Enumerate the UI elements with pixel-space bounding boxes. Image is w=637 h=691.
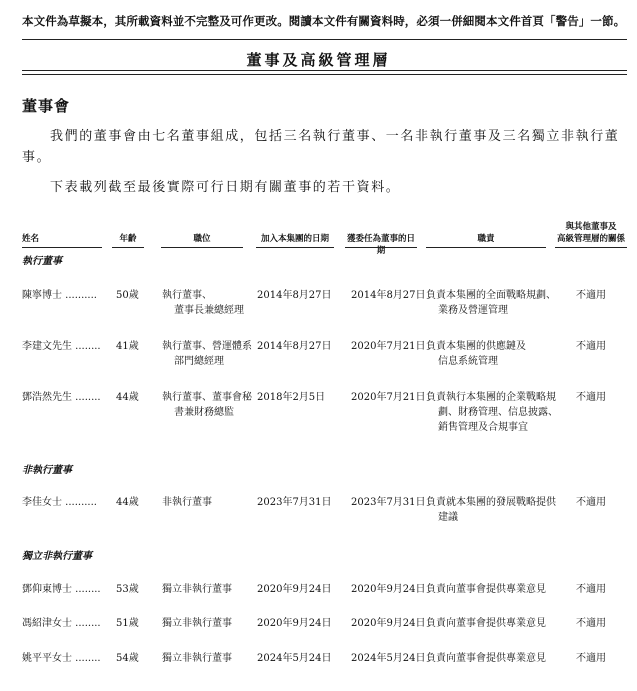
group-label-non-executive: 非執行董事 xyxy=(22,465,72,476)
duties-line: 負責本集團的供應鏈及 xyxy=(426,341,526,352)
duties-line: 建議 xyxy=(438,512,458,523)
col-rule-name xyxy=(22,247,102,248)
board-intro-paragraph: 我們的董事會由七名董事組成，包括三名執行董事、一名非執行董事及三名獨立非執行董事。 xyxy=(22,129,620,165)
position-line: 獨立非執行董事 xyxy=(162,584,232,595)
director-duties xyxy=(426,390,558,435)
duties-line: 負責向董事會提供專業意見 xyxy=(426,653,546,664)
col-head-relationship-line2: 高級管理層的關係 xyxy=(556,234,625,244)
relationship: 不適用 xyxy=(576,497,606,508)
director-age: 44歲 xyxy=(116,497,139,508)
join-date: 2023年7月31日 xyxy=(257,497,332,508)
join-date: 2020年9月24日 xyxy=(257,618,332,629)
position-line: 執行董事、董事會秘 xyxy=(162,392,252,403)
director-duties xyxy=(426,616,546,631)
col-head-relationship xyxy=(555,221,627,245)
draft-notice: 本文件為草擬本，其所載資料並不完整及可作更改。閱讀本文件有關資料時，必須一併細閱本文件首頁「警告」一節。 xyxy=(22,14,626,28)
appoint-date: 2020年7月21日 xyxy=(351,341,426,352)
col-rule-appoint-date xyxy=(345,247,417,248)
appoint-date: 2020年7月21日 xyxy=(351,392,426,403)
director-name-text: 李佳女士 xyxy=(22,497,62,508)
position-line: 執行董事、營運體系 xyxy=(162,341,252,352)
join-date: 2024年5月24日 xyxy=(257,653,332,664)
appoint-date: 2023年7月31日 xyxy=(351,497,426,508)
section-title-rule xyxy=(22,70,627,75)
position-line: 董事長兼總經理 xyxy=(174,305,244,316)
director-name: 李建文先生 ........ xyxy=(22,341,101,352)
col-rule-relationship xyxy=(555,247,627,248)
appoint-date: 2014年8月27日 xyxy=(351,290,426,301)
relationship: 不適用 xyxy=(576,653,606,664)
position-line: 獨立非執行董事 xyxy=(162,618,232,629)
director-name-text: 鄧浩然先生 xyxy=(22,392,72,403)
table-intro-paragraph: 下表載列截至最後實際可行日期有關董事的若干資料。 xyxy=(50,180,401,195)
director-name-text: 姚平平女士 xyxy=(22,653,72,664)
join-date: 2018年2月5日 xyxy=(257,392,326,403)
board-heading: 董事會 xyxy=(22,97,71,115)
join-date: 2014年8月27日 xyxy=(257,341,332,352)
appoint-date: 2020年9月24日 xyxy=(351,618,426,629)
director-name-text: 陳寧博士 xyxy=(22,290,62,301)
director-name: 陳寧博士 .......... xyxy=(22,290,97,301)
group-label-executive: 執行董事 xyxy=(22,256,62,267)
appoint-date: 2024年5月24日 xyxy=(351,653,426,664)
col-rule-position xyxy=(161,247,243,248)
duties-line: 負責就本集團的發展戰略提供 xyxy=(426,497,556,508)
position-line: 書兼財務總監 xyxy=(174,407,234,418)
col-head-relationship-line1: 與其他董事及 xyxy=(565,222,617,232)
join-date: 2020年9月24日 xyxy=(257,584,332,595)
director-position xyxy=(162,288,244,318)
director-name: 鄧浩然先生 ........ xyxy=(22,392,101,403)
duties-line: 負責本集團的全面戰略規劃、 xyxy=(426,290,556,301)
director-age: 50歲 xyxy=(116,290,139,301)
position-line: 執行董事、 xyxy=(162,290,212,301)
position-line: 非執行董事 xyxy=(162,497,212,508)
director-position xyxy=(162,616,232,631)
col-head-join-date: 加入本集團的日期 xyxy=(260,234,329,244)
col-rule-join-date xyxy=(256,247,334,248)
director-name: 李佳女士 .......... xyxy=(22,497,97,508)
director-age: 54歲 xyxy=(116,653,139,664)
position-line: 獨立非執行董事 xyxy=(162,653,232,664)
col-rule-duties xyxy=(426,247,546,248)
col-head-duties: 職責 xyxy=(477,234,495,244)
director-duties xyxy=(426,288,556,318)
position-line: 部門總經理 xyxy=(174,356,224,367)
section-title: 董事及高級管理層 xyxy=(246,51,391,69)
duties-line: 業務及營運管理 xyxy=(438,305,508,316)
director-name: 鄧仰東博士 ........ xyxy=(22,584,101,595)
director-name: 姚平平女士 ........ xyxy=(22,653,101,664)
duties-line: 銷售管理及合規事宜 xyxy=(438,422,528,433)
col-head-appoint-date: 獲委任為董事的日期 xyxy=(346,234,415,256)
relationship: 不適用 xyxy=(576,290,606,301)
director-position xyxy=(162,339,252,369)
duties-line: 負責執行本集團的企業戰略規 xyxy=(426,392,556,403)
relationship: 不適用 xyxy=(576,341,606,352)
duties-line: 信息系統管理 xyxy=(438,356,498,367)
relationship: 不適用 xyxy=(576,584,606,595)
appoint-date: 2020年9月24日 xyxy=(351,584,426,595)
duties-line: 劃、財務管理、信息披露、 xyxy=(438,407,558,418)
director-position xyxy=(162,582,232,597)
col-rule-age xyxy=(112,247,144,248)
director-age: 44歲 xyxy=(116,392,139,403)
director-name-text: 鄧仰東博士 xyxy=(22,584,72,595)
group-label-independent: 獨立非執行董事 xyxy=(22,551,92,562)
director-duties xyxy=(426,339,526,369)
director-name-text: 李建文先生 xyxy=(22,341,72,352)
relationship: 不適用 xyxy=(576,618,606,629)
relationship: 不適用 xyxy=(576,392,606,403)
director-age: 41歲 xyxy=(116,341,139,352)
director-name-text: 馮紹津女士 xyxy=(22,618,72,629)
col-head-age: 年齡 xyxy=(119,234,137,244)
director-position xyxy=(162,390,252,420)
duties-line: 負責向董事會提供專業意見 xyxy=(426,584,546,595)
director-duties xyxy=(426,582,546,597)
director-duties xyxy=(426,495,556,525)
join-date: 2014年8月27日 xyxy=(257,290,332,301)
duties-line: 負責向董事會提供專業意見 xyxy=(426,618,546,629)
director-duties xyxy=(426,651,546,666)
col-head-name: 姓名 xyxy=(22,234,40,244)
director-position xyxy=(162,651,232,666)
header-rule xyxy=(22,39,627,40)
director-position xyxy=(162,495,212,510)
director-name: 馮紹津女士 ........ xyxy=(22,618,101,629)
col-head-position: 職位 xyxy=(193,234,211,244)
director-age: 51歲 xyxy=(116,618,139,629)
director-age: 53歲 xyxy=(116,584,139,595)
